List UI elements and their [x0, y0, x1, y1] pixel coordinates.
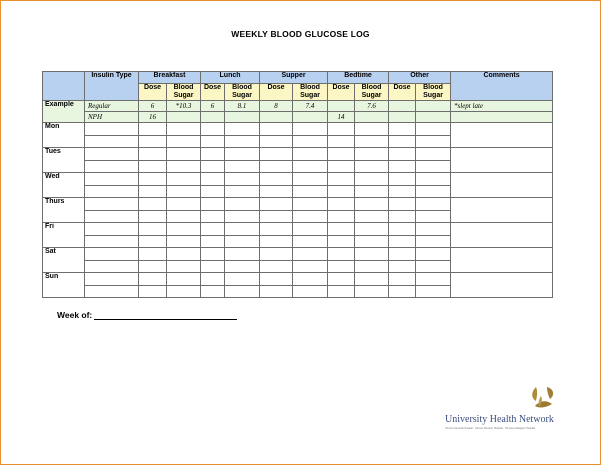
blood-sugar-subheader [167, 84, 201, 101]
leaf-logo-icon [527, 384, 557, 414]
example-blood-sugar-cell [416, 112, 451, 123]
dose-cell[interactable] [260, 223, 293, 236]
example-dose-cell: 6 [201, 101, 225, 112]
day-label-wed: Wed [43, 173, 85, 198]
example-row [43, 112, 553, 123]
dose-subheader: Dose [260, 84, 293, 101]
example-dose-cell [328, 101, 355, 112]
dose-cell[interactable] [201, 136, 225, 148]
dose-cell[interactable] [201, 173, 225, 186]
dose-cell[interactable] [201, 148, 225, 161]
dose-cell[interactable] [139, 148, 167, 161]
blood-sugar-cell[interactable] [225, 286, 260, 298]
dose-cell[interactable] [328, 223, 355, 236]
dose-cell[interactable] [260, 136, 293, 148]
dose-cell[interactable] [260, 248, 293, 261]
dose-subheader: Dose [139, 84, 167, 101]
dose-cell[interactable] [139, 211, 167, 223]
blood-sugar-cell[interactable] [167, 186, 201, 198]
blood-sugar-cell[interactable] [167, 261, 201, 273]
insulin-type-cell[interactable] [85, 173, 139, 186]
comment-cell[interactable] [451, 173, 553, 198]
glucose-log-table [42, 71, 553, 298]
dose-subheader: Dose [328, 84, 355, 101]
blood-sugar-cell[interactable] [355, 286, 389, 298]
blood-sugar-cell[interactable] [293, 248, 328, 261]
example-blood-sugar-cell [416, 101, 451, 112]
dose-cell[interactable] [260, 173, 293, 186]
logo-name: University Health Network [445, 414, 554, 425]
dose-cell[interactable] [139, 198, 167, 211]
dose-cell[interactable] [201, 161, 225, 173]
example-comment: *slept late [451, 101, 553, 112]
example-blood-sugar-cell: *10.3 [167, 101, 201, 112]
dose-cell[interactable] [260, 261, 293, 273]
dose-subheader: Dose [201, 84, 225, 101]
blood-sugar-cell[interactable] [293, 286, 328, 298]
insulin-type-cell[interactable] [85, 136, 139, 148]
dose-cell[interactable] [328, 286, 355, 298]
blood-sugar-cell[interactable] [293, 198, 328, 211]
blood-sugar-cell[interactable] [167, 273, 201, 286]
week-of-label: Week of: [57, 310, 93, 320]
blood-sugar-cell[interactable] [293, 173, 328, 186]
example-blood-sugar-cell [293, 112, 328, 123]
blood-sugar-cell[interactable] [293, 261, 328, 273]
sugar-label: Sugar [300, 92, 320, 99]
blood-sugar-cell[interactable] [167, 123, 201, 136]
dose-cell[interactable] [389, 161, 416, 173]
example-dose-cell: 14 [328, 112, 355, 123]
insulin-type-cell[interactable] [85, 261, 139, 273]
dose-cell[interactable] [139, 286, 167, 298]
blood-sugar-cell[interactable] [293, 223, 328, 236]
blood-label: Blood [423, 84, 443, 91]
blood-sugar-cell[interactable] [167, 248, 201, 261]
dose-cell[interactable] [328, 173, 355, 186]
blood-sugar-cell[interactable] [225, 273, 260, 286]
dose-cell[interactable] [328, 261, 355, 273]
blood-sugar-cell[interactable] [225, 223, 260, 236]
blood-label: Blood [300, 84, 320, 91]
day-label-sat: Sat [43, 248, 85, 273]
insulin-type-cell[interactable] [85, 273, 139, 286]
blood-sugar-cell[interactable] [167, 148, 201, 161]
day-row [43, 248, 553, 261]
dose-cell[interactable] [389, 286, 416, 298]
blood-sugar-cell[interactable] [416, 261, 451, 273]
example-dose-cell: 8 [260, 101, 293, 112]
dose-cell[interactable] [201, 223, 225, 236]
dose-cell[interactable] [389, 248, 416, 261]
dose-cell[interactable] [139, 173, 167, 186]
blood-sugar-cell[interactable] [225, 248, 260, 261]
dose-cell[interactable] [328, 236, 355, 248]
insulin-type-cell[interactable] [85, 286, 139, 298]
blood-sugar-cell[interactable] [416, 211, 451, 223]
sugar-label: Sugar [361, 92, 382, 99]
blood-sugar-cell[interactable] [416, 148, 451, 161]
dose-cell[interactable] [389, 136, 416, 148]
dose-cell[interactable] [328, 161, 355, 173]
dose-subheader: Dose [389, 84, 416, 101]
insulin-type-cell[interactable] [85, 248, 139, 261]
blood-sugar-cell[interactable] [416, 136, 451, 148]
blood-sugar-cell[interactable] [225, 261, 260, 273]
blood-sugar-cell[interactable] [355, 173, 389, 186]
blood-sugar-cell[interactable] [167, 173, 201, 186]
insulin-type-cell[interactable] [85, 186, 139, 198]
corner-cell [43, 72, 85, 101]
dose-cell[interactable] [328, 148, 355, 161]
dose-cell[interactable] [389, 273, 416, 286]
dose-cell[interactable] [201, 186, 225, 198]
dose-cell[interactable] [201, 198, 225, 211]
day-row [43, 223, 553, 236]
blood-sugar-cell[interactable] [225, 198, 260, 211]
dose-cell[interactable] [139, 136, 167, 148]
example-blood-sugar-cell [167, 112, 201, 123]
dose-cell[interactable] [201, 248, 225, 261]
blood-sugar-cell[interactable] [355, 261, 389, 273]
blood-sugar-cell[interactable] [416, 198, 451, 211]
blood-sugar-cell[interactable] [355, 211, 389, 223]
dose-cell[interactable] [139, 248, 167, 261]
dose-cell[interactable] [260, 286, 293, 298]
dose-cell[interactable] [328, 136, 355, 148]
example-dose-cell: 16 [139, 112, 167, 123]
dose-cell[interactable] [389, 148, 416, 161]
blood-sugar-cell[interactable] [355, 273, 389, 286]
insulin-type-cell[interactable] [85, 161, 139, 173]
sugar-label: Sugar [232, 92, 252, 99]
dose-cell[interactable] [201, 211, 225, 223]
blood-sugar-cell[interactable] [225, 211, 260, 223]
example-insulin-type: NPH [85, 112, 139, 123]
blood-sugar-cell[interactable] [355, 136, 389, 148]
dose-cell[interactable] [389, 261, 416, 273]
sugar-label: Sugar [423, 92, 443, 99]
blood-sugar-cell[interactable] [416, 248, 451, 261]
insulin-type-header: Insulin Type [85, 72, 139, 101]
meal-header-supper: Supper [260, 72, 328, 84]
insulin-type-cell[interactable] [85, 211, 139, 223]
dose-cell[interactable] [389, 198, 416, 211]
blood-sugar-cell[interactable] [225, 123, 260, 136]
example-dose-cell [389, 101, 416, 112]
meal-header-bedtime: Bedtime [328, 72, 389, 84]
blood-sugar-cell[interactable] [225, 236, 260, 248]
blood-sugar-cell[interactable] [225, 161, 260, 173]
day-row [43, 173, 553, 186]
week-of-field [57, 310, 237, 320]
blood-sugar-cell[interactable] [225, 148, 260, 161]
blood-sugar-subheader [293, 84, 328, 101]
dose-cell[interactable] [139, 236, 167, 248]
dose-cell[interactable] [260, 273, 293, 286]
meal-header-breakfast: Breakfast [139, 72, 201, 84]
day-label-tues: Tues [43, 148, 85, 173]
meal-header-lunch: Lunch [201, 72, 260, 84]
comment-cell[interactable] [451, 273, 553, 298]
dose-cell[interactable] [389, 223, 416, 236]
week-of-line[interactable] [94, 311, 237, 320]
dose-cell[interactable] [328, 186, 355, 198]
example-dose-cell: 6 [139, 101, 167, 112]
blood-label: Blood [173, 84, 194, 91]
blood-sugar-cell[interactable] [167, 223, 201, 236]
comment-cell[interactable] [451, 248, 553, 273]
insulin-type-cell[interactable] [85, 148, 139, 161]
blood-label: Blood [361, 84, 382, 91]
blood-sugar-cell[interactable] [167, 198, 201, 211]
blood-sugar-cell[interactable] [355, 248, 389, 261]
blood-sugar-cell[interactable] [167, 161, 201, 173]
blood-sugar-cell[interactable] [416, 273, 451, 286]
blood-sugar-cell[interactable] [416, 286, 451, 298]
example-blood-sugar-cell [225, 112, 260, 123]
dose-cell[interactable] [201, 273, 225, 286]
blood-sugar-cell[interactable] [355, 148, 389, 161]
blood-sugar-cell[interactable] [225, 173, 260, 186]
dose-cell[interactable] [139, 223, 167, 236]
page-title: WEEKLY BLOOD GLUCOSE LOG [231, 29, 370, 39]
dose-cell[interactable] [260, 148, 293, 161]
day-row [43, 198, 553, 211]
dose-cell[interactable] [389, 173, 416, 186]
blood-sugar-cell[interactable] [293, 136, 328, 148]
blood-sugar-cell[interactable] [167, 236, 201, 248]
day-label-sun: Sun [43, 273, 85, 298]
blood-sugar-cell[interactable] [416, 223, 451, 236]
blood-sugar-subheader [416, 84, 451, 101]
dose-cell[interactable] [260, 198, 293, 211]
blood-sugar-cell[interactable] [225, 186, 260, 198]
example-insulin-type: Regular [85, 101, 139, 112]
dose-cell[interactable] [139, 161, 167, 173]
example-blood-sugar-cell [355, 112, 389, 123]
example-label: Example [43, 101, 85, 123]
example-row [43, 101, 553, 112]
blood-sugar-subheader [225, 84, 260, 101]
example-blood-sugar-cell: 8.1 [225, 101, 260, 112]
dose-cell[interactable] [328, 198, 355, 211]
dose-cell[interactable] [389, 211, 416, 223]
dose-cell[interactable] [201, 123, 225, 136]
dose-cell[interactable] [328, 248, 355, 261]
dose-cell[interactable] [139, 186, 167, 198]
blood-sugar-subheader [355, 84, 389, 101]
example-dose-cell [201, 112, 225, 123]
dose-cell[interactable] [139, 273, 167, 286]
comment-cell[interactable] [451, 223, 553, 248]
blood-sugar-cell[interactable] [167, 136, 201, 148]
blood-sugar-cell[interactable] [355, 198, 389, 211]
day-label-thurs: Thurs [43, 198, 85, 223]
dose-cell[interactable] [201, 236, 225, 248]
example-blood-sugar-cell: 7.4 [293, 101, 328, 112]
blood-sugar-cell[interactable] [293, 236, 328, 248]
comments-header: Comments [451, 72, 553, 101]
blood-sugar-cell[interactable] [416, 161, 451, 173]
comment-cell[interactable] [451, 123, 553, 148]
blood-sugar-cell[interactable] [355, 123, 389, 136]
blood-sugar-cell[interactable] [293, 273, 328, 286]
blood-sugar-cell[interactable] [416, 236, 451, 248]
comment-cell[interactable] [451, 198, 553, 223]
university-health-network-logo [445, 384, 555, 434]
dose-cell[interactable] [389, 236, 416, 248]
sugar-label: Sugar [173, 92, 194, 99]
blood-sugar-cell[interactable] [167, 286, 201, 298]
day-row [43, 273, 553, 286]
dose-cell[interactable] [328, 123, 355, 136]
logo-subtitle: Toronto General Hospital · Toronto Western Hospital · Princess Margaret Hospital [445, 427, 536, 430]
blood-sugar-cell[interactable] [416, 173, 451, 186]
blood-label: Blood [232, 84, 252, 91]
day-row [43, 148, 553, 161]
insulin-type-cell[interactable] [85, 223, 139, 236]
dose-cell[interactable] [328, 211, 355, 223]
dose-cell[interactable] [389, 123, 416, 136]
dose-cell[interactable] [201, 261, 225, 273]
blood-sugar-cell[interactable] [355, 223, 389, 236]
blood-sugar-cell[interactable] [293, 161, 328, 173]
blood-sugar-cell[interactable] [293, 211, 328, 223]
example-blood-sugar-cell: 7.6 [355, 101, 389, 112]
blood-sugar-cell[interactable] [355, 236, 389, 248]
dose-cell[interactable] [389, 186, 416, 198]
dose-cell[interactable] [139, 123, 167, 136]
blood-sugar-cell[interactable] [416, 186, 451, 198]
example-comment [451, 112, 553, 123]
day-row [43, 123, 553, 136]
dose-cell[interactable] [260, 161, 293, 173]
dose-cell[interactable] [260, 236, 293, 248]
insulin-type-cell[interactable] [85, 236, 139, 248]
example-dose-cell [260, 112, 293, 123]
blood-sugar-cell[interactable] [416, 123, 451, 136]
blood-sugar-cell[interactable] [293, 148, 328, 161]
blood-sugar-cell[interactable] [225, 136, 260, 148]
dose-cell[interactable] [260, 211, 293, 223]
dose-cell[interactable] [260, 123, 293, 136]
dose-cell[interactable] [201, 286, 225, 298]
day-label-fri: Fri [43, 223, 85, 248]
insulin-type-cell[interactable] [85, 123, 139, 136]
meal-header-other: Other [389, 72, 451, 84]
dose-cell[interactable] [328, 273, 355, 286]
insulin-type-cell[interactable] [85, 198, 139, 211]
dose-cell[interactable] [139, 261, 167, 273]
blood-sugar-cell[interactable] [355, 186, 389, 198]
dose-cell[interactable] [260, 186, 293, 198]
example-dose-cell [389, 112, 416, 123]
comment-cell[interactable] [451, 148, 553, 173]
blood-sugar-cell[interactable] [293, 123, 328, 136]
day-label-mon: Mon [43, 123, 85, 148]
blood-sugar-cell[interactable] [355, 161, 389, 173]
blood-sugar-cell[interactable] [167, 211, 201, 223]
blood-sugar-cell[interactable] [293, 186, 328, 198]
